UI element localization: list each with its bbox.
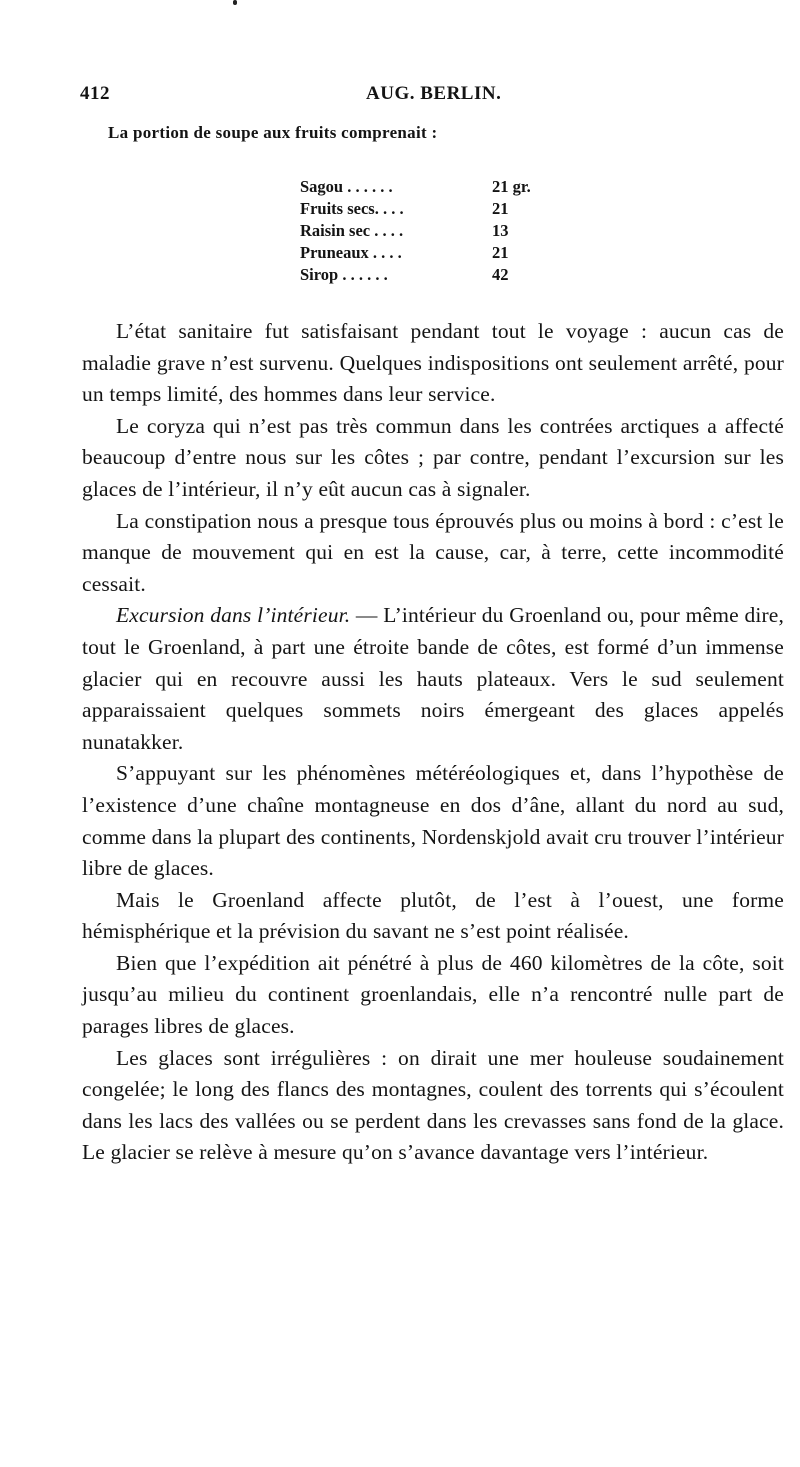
recipe-ingredient: Sirop . . . . . . bbox=[300, 265, 388, 284]
print-speck bbox=[233, 0, 237, 5]
recipe-row bbox=[300, 220, 580, 242]
paragraph-meteorology: S’appuyant sur les phénomènes météréologiques et, dans l’hypothèse de l’existence d’une chaîne montagneuse en dos d’âne, allant du nord au sud, comme dans la plupart des continents, Nordenskjold avait cru trouver l’intérieur libre de glaces. bbox=[82, 761, 784, 881]
recipe-quantity: 21 bbox=[492, 243, 509, 262]
paragraph-excursion bbox=[82, 600, 784, 758]
page-header bbox=[80, 83, 780, 113]
paragraph-sanitary: L’état sanitaire fut satisfaisant pendant tout le voyage : aucun cas de maladie grave n’est survenu. Quelques indispositions ont seulement arrêté, pour un temps limité, des hommes dans leur service. bbox=[82, 319, 784, 407]
recipe-ingredient: Fruits secs. . . . bbox=[300, 199, 404, 218]
recipe-ingredient: Raisin sec . . . . bbox=[300, 221, 404, 240]
section-heading: Excursion dans l’intérieur. bbox=[116, 603, 351, 628]
recipe-ingredient: Sagou . . . . . . bbox=[300, 177, 393, 196]
paragraph-glaces: Les glaces sont irrégulières : on dirait une mer houleuse soudainement congelée; le long des flancs des montagnes, coulent des torrents qui s’écoulent dans les lacs des vallées ou se perdent dans les crevasses sans fond de la glace. Le glacier se relève à mesure qu’on s’avance davantage vers l’intérieur. bbox=[82, 1045, 784, 1165]
excursion-text: — L’intérieur du Groenland ou, pour même dire, tout le Groenland, à part une étroite bande de côtes, est formé d’un immense glacier qui en recouvre aussi les hauts plateaux. Vers le sud seulement apparaissaient quelques sommets noirs émergeant des glaces appelés nunatakker. bbox=[82, 603, 784, 754]
recipe-quantity: 21 gr. bbox=[492, 177, 531, 196]
recipe-quantity: 42 bbox=[492, 265, 509, 284]
recipe-intro: La portion de soupe aux fruits comprenait : bbox=[108, 123, 438, 142]
recipe-table bbox=[300, 176, 580, 286]
recipe-quantity: 13 bbox=[492, 221, 509, 240]
paragraph-expedition: Bien que l’expédition ait pénétré à plus de 460 kilomètres de la côte, soit jusqu’au milieu du continent groenlandais, elle n’a rencontré nulle part de parages libres de glaces. bbox=[82, 950, 784, 1039]
recipe-row bbox=[300, 264, 580, 286]
recipe-row bbox=[300, 242, 580, 264]
page-number: 412 bbox=[80, 83, 110, 104]
recipe-row bbox=[300, 198, 580, 220]
paragraph-coryza: Le coryza qui n’est pas très commun dans les contrées arctiques a affecté beaucoup d’entre nous sur les côtes ; par contre, pendant l’excursion sur les glaces de l’intérieur, il n’y eût aucun cas à signaler. bbox=[82, 413, 784, 501]
recipe-row bbox=[300, 176, 580, 198]
running-head: AUG. BERLIN. bbox=[366, 83, 502, 104]
paragraph-hemispheric: Mais le Groenland affecte plutôt, de l’est à l’ouest, une forme hémisphérique et la prévision du savant ne s’est point réalisée. bbox=[82, 887, 784, 944]
body-text bbox=[82, 316, 784, 1169]
paragraph-constipation: La constipation nous a presque tous éprouvés plus ou moins à bord : c’est le manque de mouvement qui en est la cause, car, à terre, cette incommodité cessait. bbox=[82, 508, 784, 596]
recipe-quantity: 21 bbox=[492, 199, 509, 218]
recipe-ingredient: Pruneaux . . . . bbox=[300, 243, 402, 262]
